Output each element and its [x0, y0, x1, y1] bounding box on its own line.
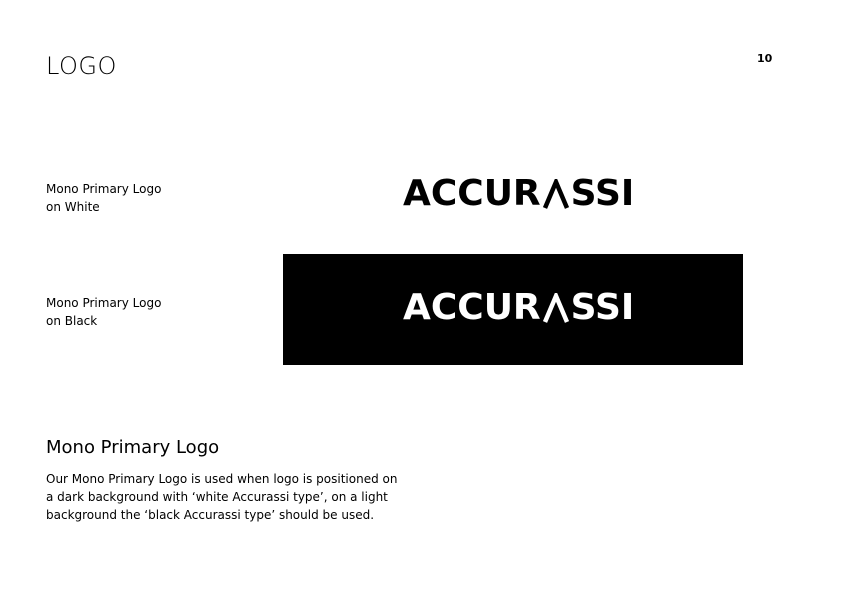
section-heading: Mono Primary Logo — [46, 437, 220, 458]
page-title: LOGO — [46, 52, 117, 80]
caption-line: Mono Primary Logo — [46, 296, 162, 310]
chevron-a-icon — [542, 293, 570, 323]
logo-text-end: SSI — [570, 287, 635, 328]
caption-line: on White — [46, 200, 100, 214]
chevron-a-icon — [542, 179, 570, 209]
caption-line: Mono Primary Logo — [46, 182, 162, 196]
logo-text-end: SSI — [570, 173, 635, 214]
page-number: 10 — [757, 52, 773, 65]
caption-line: on Black — [46, 314, 98, 328]
body-line: Our Mono Primary Logo is used when logo is positioned on — [46, 472, 398, 486]
caption-mono-on-white — [46, 180, 226, 216]
body-line: background the ‘black Accurassi type’ should be used. — [46, 508, 375, 522]
logo-on-black — [403, 287, 635, 328]
logo-text-start: ACCUR — [403, 287, 541, 328]
logo-on-white — [403, 173, 635, 214]
logo-text-start: ACCUR — [403, 173, 541, 214]
section-body — [46, 470, 406, 524]
caption-mono-on-black — [46, 294, 226, 330]
body-line: a dark background with ‘white Accurassi type’, on a light — [46, 490, 388, 504]
